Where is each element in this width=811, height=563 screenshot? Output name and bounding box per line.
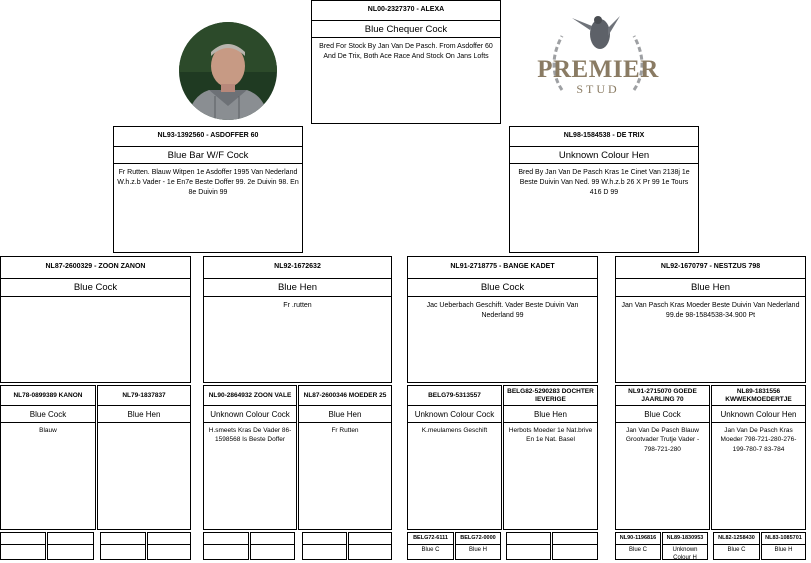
gen4-id: NL91-2715070 GOEDE JAARLING 70	[616, 386, 709, 406]
gen5-color	[204, 545, 248, 547]
gen5-card	[615, 532, 661, 560]
gen5-id	[553, 533, 597, 545]
gen3-card	[407, 256, 598, 383]
gen4-color: Blue Cock	[616, 406, 709, 423]
gen4-card	[615, 385, 710, 530]
gen5-color: Blue C	[421, 547, 440, 553]
gen5-card	[147, 532, 191, 560]
gen3-card	[0, 256, 191, 383]
gen5-card	[506, 532, 551, 560]
gen5-color	[251, 545, 294, 547]
gen3-color: Blue Cock	[408, 279, 597, 297]
gen4-color: Blue Hen	[504, 406, 597, 423]
gen5-card	[348, 532, 392, 560]
gen5-card	[0, 532, 46, 560]
gen4-color: Unknown Colour Cock	[408, 406, 501, 423]
gen4-id: NL79-1837837	[98, 386, 190, 406]
root-pigeon-card	[311, 0, 501, 124]
gen4-card	[711, 385, 806, 530]
gen4-color: Unknown Colour Cock	[204, 406, 296, 423]
gen5-color: Blue H	[468, 547, 487, 553]
premier-stud-logo	[532, 12, 664, 112]
sire-notes: Fr Rutten. Blauw Witpen 1e Asdoffer 1995 Van Nederland W.h.z.b Vader - 1e En7e Beste Doffer 99. 2e Duivin 98. En 8e Duivin 99	[117, 169, 299, 197]
gen5-color	[48, 545, 93, 547]
gen3-card	[203, 256, 392, 383]
root-pigeon-id: NL00-2327370 - ALEXA	[312, 1, 500, 21]
gen5-color: Unknown Colour H	[672, 547, 698, 560]
gen4-notes: Fr Rutten	[331, 427, 359, 434]
sire-id: NL93-1392560 - ASDOFFER 60	[114, 127, 302, 147]
gen3-notes: Jac Ueberbach Geschift. Vader Beste Duivin Van Nederland 99	[426, 302, 579, 320]
gen3-id: NL92-1670797 - NESTZUS 798	[616, 257, 805, 279]
logo-brand-text: PREMIER	[537, 56, 659, 83]
gen5-color	[349, 545, 391, 547]
gen5-id: BELG72-0000	[456, 533, 500, 545]
gen4-color: Blue Hen	[98, 406, 190, 423]
gen5-color: Blue C	[628, 547, 647, 553]
gen3-color: Blue Hen	[204, 279, 391, 297]
gen5-card	[662, 532, 708, 560]
gen4-card	[503, 385, 598, 530]
gen4-id: BELG82-5290283 DOCHTER IEVERIGE	[504, 386, 597, 406]
gen4-id: NL87-2600346 MOEDER 25	[299, 386, 391, 406]
gen4-notes	[98, 423, 190, 426]
gen5-color: Blue C	[727, 547, 746, 553]
gen5-color	[303, 545, 346, 547]
gen5-color	[101, 545, 145, 547]
gen3-notes: Jan Van Pasch Kras Moeder Beste Duivin Van Nederland 99.de 98-1584538-34.900 Pt	[621, 302, 800, 320]
gen3-notes	[1, 297, 190, 301]
gen5-id	[251, 533, 294, 545]
gen5-color	[553, 545, 597, 547]
gen5-card	[407, 532, 454, 560]
gen5-id	[48, 533, 93, 545]
gen5-card	[761, 532, 806, 560]
gen5-id	[204, 533, 248, 545]
gen3-color: Blue Hen	[616, 279, 805, 297]
dam-id: NL98-1584538 - DE TRIX	[510, 127, 698, 147]
gen5-card	[302, 532, 347, 560]
gen4-notes: H.smeets Kras De Vader 86-1598568 Is Beste Doffer	[208, 427, 292, 444]
gen5-card	[100, 532, 146, 560]
gen5-card	[455, 532, 501, 560]
gen4-card	[298, 385, 392, 530]
gen4-card	[0, 385, 96, 530]
gen5-id: NL89-1830953	[663, 533, 707, 545]
gen5-card	[203, 532, 249, 560]
gen5-id	[148, 533, 190, 545]
dam-color: Unknown Colour Hen	[510, 147, 698, 164]
gen4-id: NL89-1831556 KWWEKMOEDERTJE	[712, 386, 805, 406]
gen4-id: NL78-0899389 KANON	[1, 386, 95, 406]
gen5-color: Blue H	[774, 547, 793, 553]
gen5-id: NL82-1258430	[714, 533, 759, 545]
gen3-card	[615, 256, 806, 383]
gen4-id: BELG79-5313557	[408, 386, 501, 406]
breeder-photo	[179, 22, 277, 120]
gen4-card	[97, 385, 191, 530]
gen5-id	[1, 533, 45, 545]
gen4-notes: Blauw	[39, 427, 57, 434]
gen5-id	[303, 533, 346, 545]
gen4-notes: Jan Van De Pasch Kras Moeder 798-721-280-276-199-780-7 83-784	[720, 427, 797, 453]
sire-color: Blue Bar W/F Cock	[114, 147, 302, 164]
gen4-id: NL90-2864932 ZOON VALE	[204, 386, 296, 406]
gen5-color	[1, 545, 45, 547]
dam-notes: Bred By Jan Van De Pasch Kras 1e Cinet Van 2138j 1e Beste Duivin Van Ned. 99 W.h.z.b 26 X Pr 99 1e Tours 416 D 99	[518, 169, 690, 197]
gen4-color: Blue Cock	[1, 406, 95, 423]
gen5-id	[101, 533, 145, 545]
root-pigeon-notes: Bred For Stock By Jan Van De Pasch. From Asdoffer 60 And De Trix, Both Ace Race And Stock On Jans Lofts	[319, 43, 493, 61]
gen5-card	[552, 532, 598, 560]
gen4-color: Unknown Colour Hen	[712, 406, 805, 423]
gen5-color	[507, 545, 550, 547]
gen5-id	[507, 533, 550, 545]
gen5-color	[148, 545, 190, 547]
gen5-id: NL90-1196816	[616, 533, 660, 545]
gen3-id: NL91-2718775 - BANGE KADET	[408, 257, 597, 279]
gen3-notes: Fr .rutten	[283, 302, 312, 309]
gen4-color: Blue Hen	[299, 406, 391, 423]
dam-card	[509, 126, 699, 253]
gen5-card	[250, 532, 295, 560]
gen3-color: Blue Cock	[1, 279, 190, 297]
root-pigeon-color: Blue Chequer Cock	[312, 21, 500, 38]
gen4-card	[407, 385, 502, 530]
gen5-id: NL83-1085701	[762, 533, 805, 545]
sire-card	[113, 126, 303, 253]
gen3-id: NL92-1672632	[204, 257, 391, 279]
gen4-notes: Jan Van De Pasch Blauw Grootvader Trutje Vader - 798-721-280	[625, 427, 700, 453]
gen5-card	[713, 532, 760, 560]
gen4-notes: K.meulamens Geschift	[421, 427, 488, 434]
gen4-notes: Herbots Moeder 1e Nat.brive En 1e Nat. Basel	[508, 427, 593, 444]
gen4-card	[203, 385, 297, 530]
gen3-id: NL87-2600329 - ZOON ZANON	[1, 257, 190, 279]
logo-sub-text: STUD	[576, 82, 620, 96]
gen5-card	[47, 532, 94, 560]
gen5-id	[349, 533, 391, 545]
gen5-id: BELG72-6111	[408, 533, 453, 545]
